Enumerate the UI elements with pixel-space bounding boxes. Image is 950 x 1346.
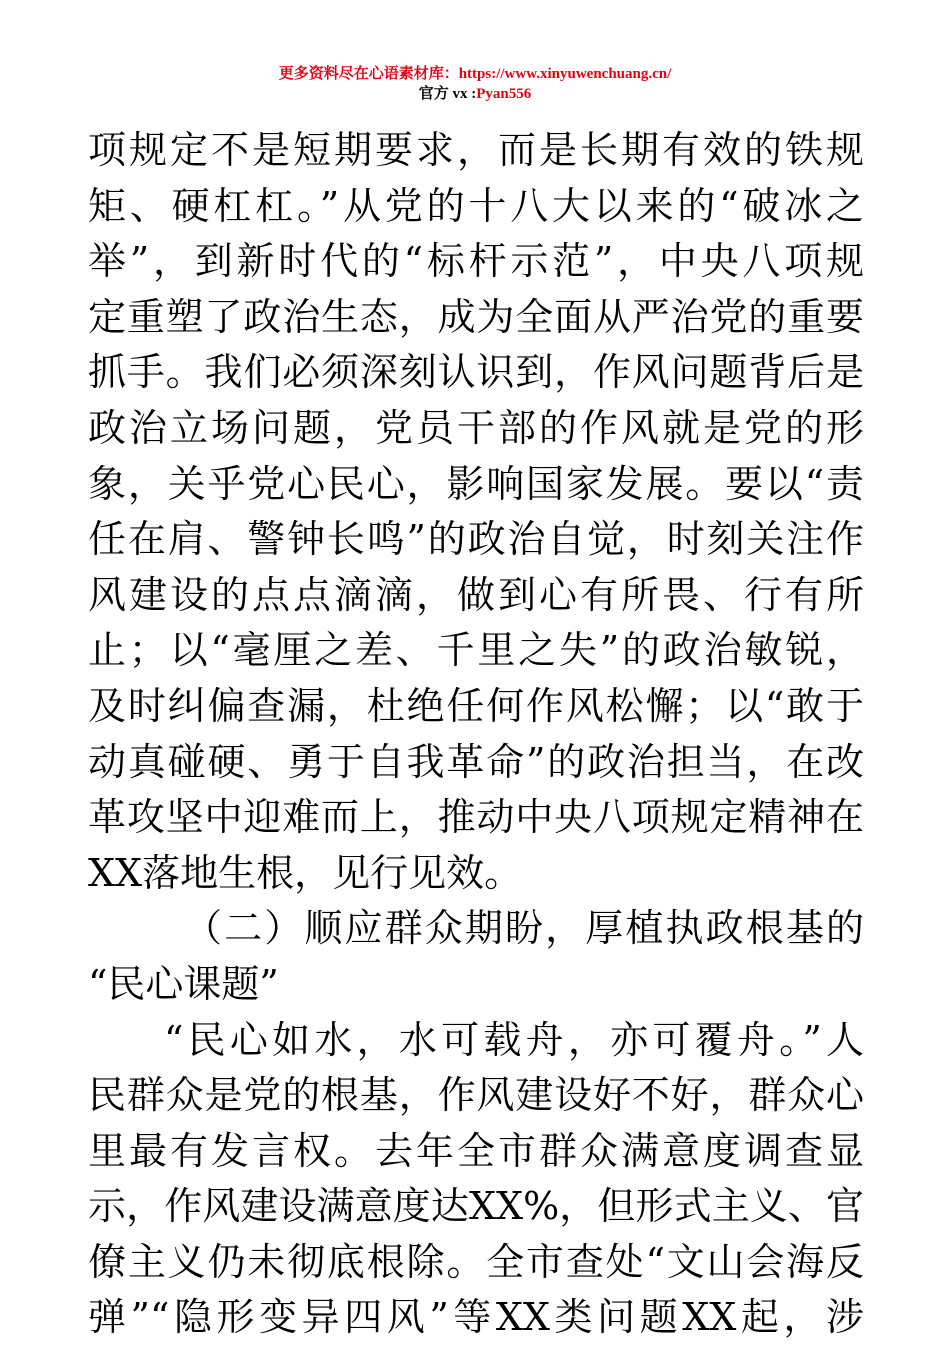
body-line: 止；以“毫厘之差、千里之失”的政治敏锐， — [88, 628, 864, 673]
body-line: 及时纠偏查漏，杜绝任何作风松懈；以“敢于 — [88, 683, 864, 728]
document-body — [88, 123, 864, 1346]
header-resource-label: 更多资料尽在心语素材库： — [278, 66, 459, 82]
header-resource-line — [0, 64, 950, 84]
page-header — [0, 64, 950, 104]
section-heading-line-end: “民心课题” — [88, 961, 279, 1006]
body-line: 弹”“隐形变异四风”等XX类问题XX起，涉 — [88, 1295, 864, 1340]
body-line: 定重塑了政治生态，成为全面从严治党的重要 — [88, 294, 864, 339]
header-resource-url[interactable]: https://www.xinyuwenchuang.cn/ — [458, 66, 672, 82]
body-line: 民群众是党的根基，作风建设好不好，群众心 — [88, 1073, 864, 1118]
body-line: 政治立场问题，党员干部的作风就是党的形 — [88, 405, 864, 450]
body-line: 动真碰硬、勇于自我革命”的政治担当，在改 — [88, 739, 864, 784]
body-line: 象，关乎党心民心，影响国家发展。要以“责 — [88, 461, 864, 506]
header-contact-label: 官方 vx : — [418, 86, 477, 102]
body-line: 矩、硬杠杠。”从党的十八大以来的“破冰之 — [88, 183, 864, 228]
body-line: 项规定不是短期要求，而是长期有效的铁规 — [88, 128, 864, 172]
body-line-paragraph-end: XX落地生根，见行见效。 — [88, 850, 523, 895]
body-line: 任在肩、警钟长鸣”的政治自觉，时刻关注作 — [88, 517, 864, 562]
body-line: 僚主义仍未彻底根除。全市查处“文山会海反 — [88, 1239, 864, 1284]
body-line-paragraph-start: “民心如水，水可载舟，亦可覆舟。”人 — [164, 1017, 864, 1062]
body-line: 抓手。我们必须深刻认识到，作风问题背后是 — [88, 350, 864, 395]
section-heading-line: （二）顺应群众期盼，厚植执政根基的 — [184, 906, 864, 951]
body-line: 举”，到新时代的“标杆示范”，中央八项规 — [88, 239, 864, 284]
body-line: 示，作风建设满意度达XX%，但形式主义、官 — [88, 1184, 864, 1229]
body-line: 革攻坚中迎难而上，推动中央八项规定精神在 — [88, 795, 864, 840]
body-line: 风建设的点点滴滴，做到心有所畏、行有所 — [88, 572, 864, 617]
header-contact-line — [0, 84, 950, 104]
body-line: 里最有发言权。去年全市群众满意度调查显 — [88, 1128, 864, 1173]
header-contact-id: Pyan556 — [476, 86, 532, 102]
